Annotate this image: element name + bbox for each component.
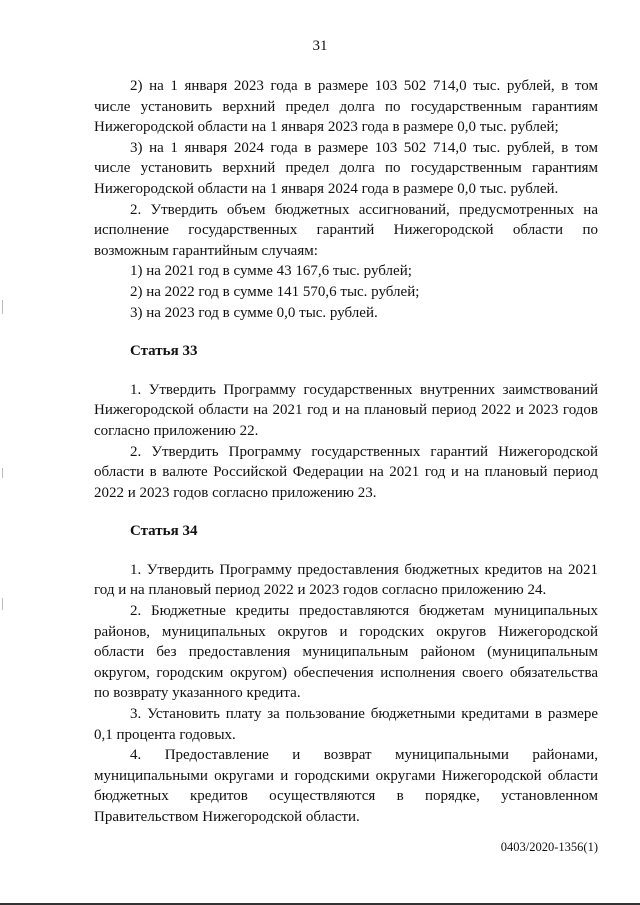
document-body [94, 76, 598, 828]
scan-mark [2, 598, 3, 610]
paragraph: 2) на 1 января 2023 года в размере 103 502 714,0 тыс. рублей, в том числе установить верхний предел долга по государственным гарантиям Нижегородской области на 1 января 2023 года в размере 0,0 тыс. рублей; [94, 78, 598, 136]
list-item: 3) на 2023 год в сумме 0,0 тыс. рублей. [130, 304, 378, 321]
paragraph: 2. Бюджетные кредиты предоставляются бюджетам муниципальных районов, муниципальных округов и городских округов Нижегородской области без предоставления муниципальным районом (муниципальным округом, городским округом) обеспечения исполнения своего обязательства по возврату указанного кредита. [94, 603, 598, 702]
paragraph: 3) на 1 января 2024 года в размере 103 502 714,0 тыс. рублей, в том числе установить верхний предел долга по государственным гарантиям Нижегородской области на 1 января 2024 года в размере 0,0 тыс. рублей. [94, 139, 598, 197]
paragraph: 2. Утвердить объем бюджетных ассигнований, предусмотренных на исполнение государственных гарантий Нижегородской области по возможным гарантийным случаям: [94, 201, 598, 259]
paragraph: 4. Предоставление и возврат муниципальными районами, муниципальными округами и городскими округами Нижегородской области бюджетных кредитов осуществляются в порядке, установленном Правительством Нижегородской области. [94, 747, 598, 825]
list-item: 2) на 2022 год в сумме 141 570,6 тыс. рублей; [130, 283, 420, 300]
paragraph: 1. Утвердить Программу государственных внутренних заимствований Нижегородской области на 2021 год и на плановый период 2022 и 2023 годов согласно приложению 22. [94, 381, 598, 439]
list-item: 1) на 2021 год в сумме 43 167,6 тыс. рублей; [130, 263, 412, 280]
article-33-heading: Статья 33 [130, 343, 198, 360]
scan-mark [2, 300, 3, 314]
paragraph: 1. Утвердить Программу предоставления бюджетных кредитов на 2021 год и на плановый период 2022 и 2023 годов согласно приложению 24. [94, 561, 598, 599]
page-number: 31 [312, 38, 328, 54]
document-code: 0403/2020-1356(1) [500, 840, 598, 854]
scan-mark [2, 468, 3, 478]
paragraph: 3. Установить плату за пользование бюджетными кредитами в размере 0,1 процента годовых. [94, 706, 598, 743]
paragraph: 2. Утвердить Программу государственных гарантий Нижегородской области в валюте Российской Федерации на 2021 год и на плановый период 2022 и 2023 годов согласно приложению 23. [94, 443, 598, 501]
article-34-heading: Статья 34 [130, 523, 198, 540]
